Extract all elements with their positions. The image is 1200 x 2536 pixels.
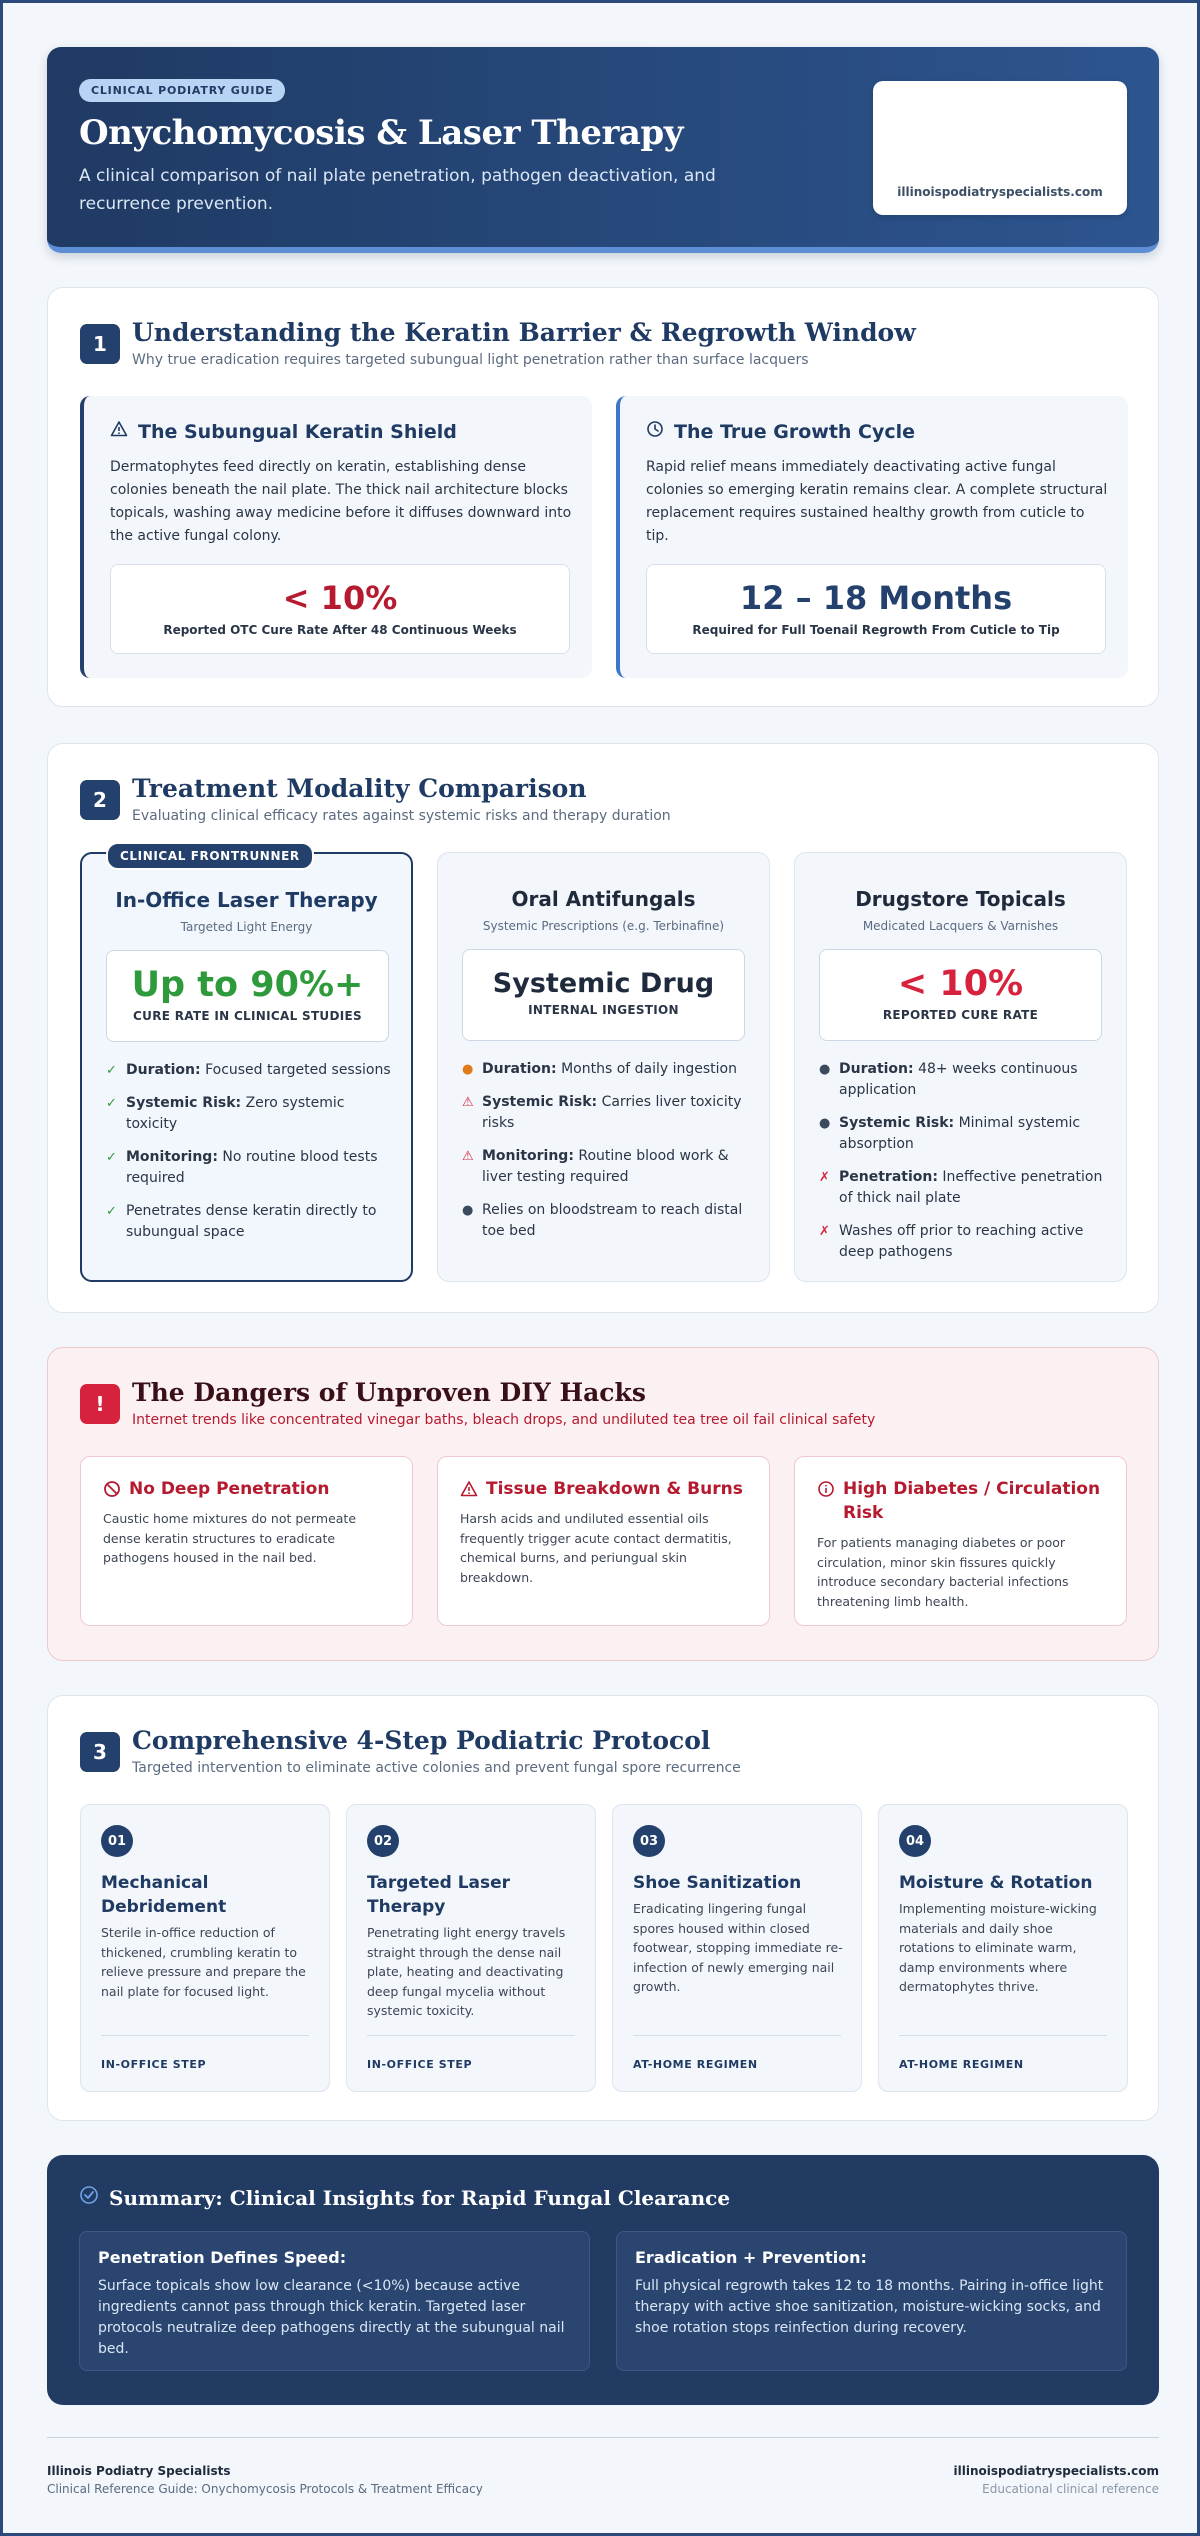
- modality-stat-value: Up to 90%+: [131, 965, 364, 1005]
- section-subtitle: Why true eradication requires targeted subungual light penetration rather than surface lacquers: [132, 352, 809, 368]
- logo-url: illinoispodiatryspecialists.com: [897, 185, 1103, 199]
- check-icon: ✓: [106, 1204, 117, 1219]
- step-title: Moisture & Rotation: [899, 1873, 1093, 1893]
- footer-divider: [47, 2437, 1159, 2438]
- cross-icon: ✗: [819, 1170, 830, 1185]
- section-title: Treatment Modality Comparison: [132, 774, 587, 803]
- footer-note: Educational clinical reference: [982, 2482, 1159, 2496]
- section-modality-comparison: [47, 743, 1159, 1313]
- item-text: Carries liver toxicity risks: [482, 1094, 742, 1131]
- section-number: 1: [80, 324, 120, 364]
- step-number: 01: [101, 1825, 133, 1857]
- step-tag: AT-HOME REGIMEN: [633, 2058, 758, 2071]
- danger-card-header: [817, 1477, 1109, 1525]
- hero-badge: CLINICAL PODIATRY GUIDE: [79, 79, 285, 102]
- danger-card-body: Caustic home mixtures do not permeate dense keratin structures to eradicate pathogens housed in the nail bed.: [103, 1511, 357, 1565]
- modality-stat-label: CURE RATE IN CLINICAL STUDIES: [133, 1009, 362, 1023]
- section-keratin-barrier: [47, 287, 1159, 707]
- panel-title: The Subungual Keratin Shield: [138, 420, 457, 443]
- step-title: Targeted Laser Therapy: [367, 1873, 511, 1917]
- danger-card-title: High Diabetes / Circulation Risk: [843, 1479, 1101, 1523]
- panel-header: [646, 420, 915, 443]
- section-number: 3: [80, 1732, 120, 1772]
- check-icon: ✓: [106, 1063, 117, 1078]
- panel-header: [110, 420, 457, 443]
- alert-badge: !: [80, 1384, 120, 1424]
- section-subtitle: Internet trends like concentrated vinegar baths, bleach drops, and undiluted tea tree oil fail clinical safety: [132, 1412, 876, 1428]
- danger-card: [437, 1456, 770, 1626]
- modality-title: Drugstore Topicals: [855, 887, 1066, 911]
- section-title: Understanding the Keratin Barrier & Regrowth Window: [132, 318, 916, 347]
- modality-stat-box: [106, 950, 389, 1042]
- list-item: [819, 1059, 1104, 1101]
- footer-guide: Clinical Reference Guide: Onychomycosis Protocols & Treatment Efficacy: [47, 2482, 483, 2496]
- footer-site-link[interactable]: illinoispodiatryspecialists.com: [953, 2464, 1159, 2478]
- section-title: Comprehensive 4-Step Podiatric Protocol: [132, 1726, 711, 1755]
- danger-card-body: For patients managing diabetes or poor circulation, minor skin fissures quickly introduce secondary bacterial infections threatening limb health.: [817, 1535, 1069, 1609]
- panel-keratin-shield: [80, 396, 592, 678]
- modality-stat-label: REPORTED CURE RATE: [882, 1008, 1039, 1022]
- step-body: Penetrating light energy travels straight through the dense nail plate, heating and deactivating deep fungal mycelia without systemic toxicity.: [367, 1925, 566, 2018]
- stat-box: [646, 564, 1106, 654]
- modality-stat-label: INTERNAL INGESTION: [528, 1003, 679, 1017]
- modality-feature-list: [819, 1059, 1104, 1275]
- step-tag: IN-OFFICE STEP: [101, 2058, 207, 2071]
- item-key: Duration:: [839, 1061, 914, 1077]
- item-text: Ineffective penetration of thick nail plate: [839, 1169, 1103, 1206]
- summary-box-title: Penetration Defines Speed:: [98, 2248, 347, 2267]
- item-text: Zero systemic toxicity: [126, 1095, 345, 1132]
- logo-box: [873, 81, 1127, 215]
- panel-body: Dermatophytes feed directly on keratin, establishing dense colonies beneath the nail plate. The thick nail architecture blocks topicals, washing away medicine before it diffuses downward into the active fungal colony.: [110, 459, 572, 544]
- summary-box-title: Eradication + Prevention:: [635, 2248, 867, 2267]
- check-circle-icon: [79, 2185, 99, 2210]
- page: [47, 47, 1159, 2496]
- modality-feature-list: [106, 1060, 391, 1255]
- item-text: 48+ weeks continuous application: [839, 1061, 1078, 1098]
- summary-box: [616, 2231, 1127, 2371]
- item-text: No routine blood tests required: [126, 1149, 378, 1186]
- list-item: [462, 1059, 747, 1080]
- danger-card-title: No Deep Penetration: [129, 1479, 330, 1499]
- clock-icon: [646, 420, 664, 443]
- list-item: [106, 1060, 391, 1081]
- list-item: [462, 1092, 747, 1134]
- modality-title: In-Office Laser Therapy: [115, 888, 378, 912]
- item-key: Duration:: [126, 1062, 201, 1078]
- panel-growth-cycle: [616, 396, 1128, 678]
- step-number: 03: [633, 1825, 665, 1857]
- danger-card-header: [103, 1477, 395, 1505]
- footer-org: Illinois Podiatry Specialists: [47, 2464, 231, 2478]
- summary-box: [79, 2231, 590, 2371]
- check-icon: ✓: [106, 1096, 117, 1111]
- step-divider: [101, 2035, 309, 2036]
- item-key: Systemic Risk:: [126, 1095, 242, 1111]
- bullet-icon: ●: [819, 1116, 831, 1131]
- list-item: [819, 1113, 1104, 1155]
- protocol-step: [80, 1804, 330, 2092]
- danger-card: [794, 1456, 1127, 1626]
- check-icon: ✓: [106, 1150, 117, 1165]
- section-title: The Dangers of Unproven DIY Hacks: [132, 1378, 646, 1407]
- panel-body: Rapid relief means immediately deactivating active fungal colonies so emerging keratin remains clear. A complete structural replacement requires sustained healthy growth from cuticle to tip.: [646, 459, 1108, 544]
- stat-label: Required for Full Toenail Regrowth From Cuticle to Tip: [692, 623, 1060, 637]
- modality-title: Oral Antifungals: [511, 887, 696, 911]
- danger-card-title: Tissue Breakdown & Burns: [486, 1479, 743, 1499]
- footer-right: [954, 2464, 1159, 2496]
- bullet-icon: ●: [462, 1203, 474, 1218]
- list-item: [462, 1146, 747, 1188]
- step-body: Eradicating lingering fungal spores housed within closed footwear, stopping immediate re-infection of newly emerging nail growth.: [633, 1901, 843, 1994]
- hero-banner: [47, 47, 1159, 253]
- summary-header: [79, 2185, 730, 2210]
- item-text: Washes off prior to reaching active deep pathogens: [839, 1223, 1084, 1260]
- protocol-step: [878, 1804, 1128, 2092]
- modality-subtitle: Medicated Lacquers & Varnishes: [862, 919, 1059, 933]
- stat-value: < 10%: [282, 579, 398, 617]
- step-body: Sterile in-office reduction of thickened, crumbling keratin to relieve pressure and prepare the nail plate for focused light.: [101, 1925, 306, 1999]
- stat-label: Reported OTC Cure Rate After 48 Continuous Weeks: [163, 623, 517, 637]
- list-item: [106, 1147, 391, 1189]
- section-subtitle: Targeted intervention to eliminate active colonies and prevent fungal spore recurrence: [132, 1760, 741, 1776]
- stat-value: 12 – 18 Months: [739, 579, 1013, 617]
- warning-icon: ⚠: [462, 1095, 474, 1110]
- step-body: Implementing moisture-wicking materials and daily shoe rotations to eliminate warm, damp environments where dermatophytes thrive.: [899, 1901, 1097, 1994]
- bullet-icon: ●: [819, 1062, 831, 1077]
- list-item: [106, 1201, 391, 1243]
- item-key: Systemic Risk:: [482, 1094, 598, 1110]
- list-item: [106, 1093, 391, 1135]
- warning-icon: ⚠: [462, 1149, 474, 1164]
- section-protocol: [47, 1695, 1159, 2121]
- bullet-icon: ●: [462, 1062, 474, 1077]
- item-key: Monitoring:: [126, 1149, 218, 1165]
- step-tag: AT-HOME REGIMEN: [899, 2058, 1024, 2071]
- step-divider: [633, 2035, 841, 2036]
- step-title: Shoe Sanitization: [633, 1873, 802, 1893]
- summary-panel: [47, 2155, 1159, 2405]
- cross-icon: ✗: [819, 1224, 830, 1239]
- item-key: Systemic Risk:: [839, 1115, 955, 1131]
- modality-subtitle: Systemic Prescriptions (e.g. Terbinafine): [482, 919, 725, 933]
- item-text: Routine blood work & liver testing required: [482, 1148, 729, 1185]
- item-text: Focused targeted sessions: [200, 1062, 391, 1078]
- section-subtitle: Evaluating clinical efficacy rates against systemic risks and therapy duration: [132, 808, 671, 824]
- list-item: [462, 1200, 747, 1242]
- page-subtitle: A clinical comparison of nail plate penetration, pathogen deactivation, and recurrence prevention.: [79, 166, 716, 214]
- modality-card-topicals: [794, 852, 1127, 1282]
- section-diy-dangers: [47, 1347, 1159, 1661]
- modality-feature-list: [462, 1059, 747, 1254]
- step-divider: [899, 2035, 1107, 2036]
- danger-card-header: [460, 1477, 752, 1505]
- modality-stat-box: [819, 949, 1102, 1041]
- list-item: [819, 1221, 1104, 1263]
- modality-stat-value: Systemic Drug: [492, 968, 715, 999]
- modality-stat-value: < 10%: [897, 964, 1024, 1004]
- page-title: Onychomycosis & Laser Therapy: [79, 113, 683, 153]
- item-text: Minimal systemic absorption: [839, 1115, 1081, 1152]
- step-title: Mechanical Debridement: [101, 1873, 227, 1917]
- item-key: Monitoring:: [482, 1148, 574, 1164]
- item-text: Relies on bloodstream to reach distal toe bed: [482, 1202, 743, 1239]
- warning-triangle-icon: [460, 1477, 478, 1505]
- protocol-step: [612, 1804, 862, 2092]
- step-divider: [367, 2035, 575, 2036]
- modality-card-oral: [437, 852, 770, 1282]
- step-number: 02: [367, 1825, 399, 1857]
- item-key: Duration:: [482, 1061, 557, 1077]
- danger-card: [80, 1456, 413, 1626]
- list-item: [819, 1167, 1104, 1209]
- step-number: 04: [899, 1825, 931, 1857]
- stat-box: [110, 564, 570, 654]
- item-text: Penetrates dense keratin directly to subungual space: [126, 1203, 377, 1240]
- warning-triangle-icon: [110, 420, 128, 443]
- modality-stat-box: [462, 949, 745, 1041]
- protocol-step: [346, 1804, 596, 2092]
- frontrunner-badge: CLINICAL FRONTRUNNER: [106, 842, 314, 870]
- modality-subtitle: Targeted Light Energy: [180, 920, 313, 934]
- step-tag: IN-OFFICE STEP: [367, 2058, 473, 2071]
- modality-card-laser: [80, 849, 413, 1282]
- panel-title: The True Growth Cycle: [674, 420, 916, 443]
- summary-title: Summary: Clinical Insights for Rapid Fungal Clearance: [109, 2185, 731, 2210]
- summary-box-body: Full physical regrowth takes 12 to 18 months. Pairing in-office light therapy with active shoe sanitization, moisture-wicking socks, and shoe rotation stops reinfection during recovery.: [635, 2278, 1104, 2336]
- info-circle-icon: [817, 1477, 835, 1525]
- danger-card-body: Harsh acids and undiluted essential oils frequently trigger acute contact dermatitis, chemical burns, and periungual skin breakdown.: [460, 1511, 732, 1585]
- prohibited-icon: [103, 1477, 121, 1505]
- item-text: Months of daily ingestion: [556, 1061, 737, 1077]
- item-key: Penetration:: [839, 1169, 938, 1185]
- section-number: 2: [80, 780, 120, 820]
- footer-left: [47, 2464, 483, 2496]
- summary-box-body: Surface topicals show low clearance (<10%) because active ingredients cannot pass through thick keratin. Targeted laser protocols neutralize deep pathogens directly at the subungual nail bed.: [98, 2278, 565, 2357]
